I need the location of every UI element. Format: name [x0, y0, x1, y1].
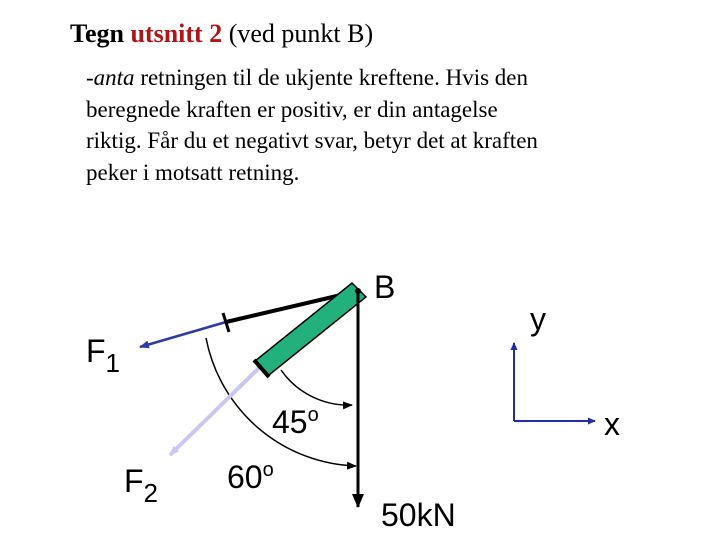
- load-arrow-head: [352, 494, 364, 508]
- instructions-line-3: riktig. Får du et negativt svar, betyr det at kraften: [86, 128, 538, 153]
- instructions-dash: -: [86, 65, 94, 90]
- force-f1-subscript: 1: [105, 348, 121, 378]
- instructions-line-2: beregnede kraften er positiv, er din antagelse: [86, 96, 498, 122]
- point-b-node: [355, 288, 361, 294]
- load-label: 50kN: [381, 497, 456, 533]
- force-f1-arrow: [140, 322, 226, 347]
- title-rest: (ved punkt B): [228, 19, 374, 48]
- title-lead: Tegn: [70, 19, 124, 48]
- angle-60-degree: o: [262, 459, 274, 481]
- instructions-line-1-rest: retningen til de ukjente kreftene. Hvis den: [140, 65, 528, 90]
- axis-x-label: x: [604, 406, 620, 442]
- force-f1-label: [86, 333, 120, 378]
- angle-60-value: 60: [227, 459, 263, 495]
- axis-y-label: y: [530, 301, 546, 337]
- title-highlight: utsnitt 2: [130, 19, 223, 48]
- instructions-emphasis: anta: [93, 65, 135, 90]
- angle-45-label: [272, 404, 319, 440]
- force-f2-label: [124, 463, 158, 508]
- force-f2-letter: F: [124, 463, 144, 499]
- bar-member: [255, 283, 366, 375]
- force-f2-subscript: 2: [143, 478, 159, 508]
- point-b-label: B: [374, 269, 396, 305]
- instructions-line-4: peker i motsatt retning.: [86, 159, 300, 185]
- force-f2-arrow: [170, 365, 262, 455]
- angle-45-degree: o: [307, 404, 319, 426]
- angle-60-label: [227, 459, 274, 495]
- force-f1-letter: F: [86, 333, 106, 369]
- angle-45-value: 45: [272, 404, 308, 440]
- angle-arc-45: [281, 370, 352, 405]
